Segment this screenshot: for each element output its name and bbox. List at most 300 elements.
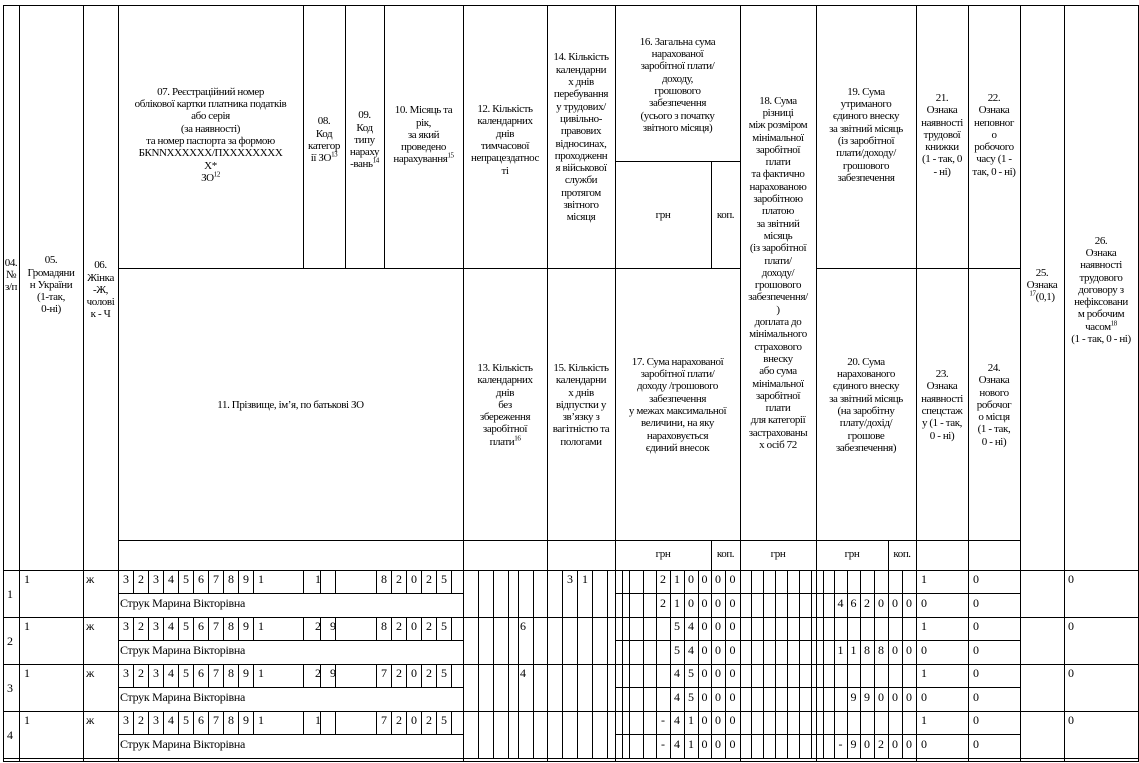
unit-kop-20: коп. [893, 548, 911, 560]
header-col-21: 21. Ознака наявності трудової книжки (1 - так, 0 - ні) [921, 91, 963, 178]
grid-line [533, 711, 534, 759]
year-digit: 2 [396, 666, 402, 680]
grid-line [335, 570, 336, 594]
total16-digit: 5 [674, 619, 680, 633]
grid-line [629, 711, 630, 759]
unit-grn-18: грн [770, 548, 786, 560]
grid-line [751, 570, 752, 618]
header-col-20: 20. Сума нарахованого єдиного внеску за звітний місяць (на заробітну плату/дохід/ грошове забезпечення) [829, 355, 903, 454]
flag21-value: 1 [921, 713, 927, 727]
grid-line [787, 570, 788, 618]
grid-line [775, 617, 776, 665]
accrued20-digit: - [838, 737, 843, 751]
flag24-value: 0 [973, 643, 979, 657]
tax-code-digit: 7 [213, 572, 219, 586]
header-col-05: 05. Громадяни н України (1-так, 0-ні) [27, 254, 75, 316]
total16-digit: 0 [729, 619, 736, 633]
grid-line [83, 5, 84, 762]
grid-line [118, 593, 464, 594]
grid-line [3, 758, 1139, 759]
tax-code-digit: 2 [138, 666, 144, 680]
limit17-digit: 1 [688, 737, 694, 751]
grid-line [799, 664, 800, 712]
grid-line [811, 664, 812, 712]
total16-digit: 0 [701, 572, 708, 586]
grid-line [847, 617, 848, 665]
flag24-value: 0 [973, 690, 979, 704]
grid-line [3, 664, 1139, 665]
grid-line [508, 617, 509, 665]
unit-kop-16: коп. [716, 209, 735, 221]
accrued20-digit: 0 [906, 596, 912, 610]
grid-line [629, 617, 630, 665]
total16-digit: 5 [688, 666, 694, 680]
accrued20-digit: 6 [850, 596, 857, 610]
grid-line [478, 617, 479, 665]
grid-line [508, 570, 509, 618]
grid-line [577, 617, 578, 665]
year-digit: 2 [426, 619, 432, 633]
flag21-value: 1 [921, 619, 927, 633]
grid-line [615, 640, 1021, 641]
gender-value: ж [86, 572, 94, 586]
tax-code-digit: 6 [198, 572, 204, 586]
grid-line [823, 570, 824, 618]
header-col-13: 13. Кількість календарних днів без збереження заробітної плати$^{16}$ [477, 361, 533, 448]
grid-line [888, 711, 889, 759]
tax-code-digit: 3 [153, 666, 159, 680]
flag21-value: 1 [921, 572, 927, 586]
grid-line [592, 617, 593, 665]
grid-line [751, 664, 752, 712]
total16-digit: 0 [715, 572, 721, 586]
tax-code-digit: 4 [168, 572, 174, 586]
grid-line [3, 711, 1139, 712]
category-value: 2 [315, 619, 321, 633]
limit17-digit: 0 [688, 596, 694, 610]
year-digit: 5 [441, 713, 447, 727]
header-col-23: 23. Ознака наявності спецстаж у (1 - так, 0 - ні) [921, 368, 963, 442]
row-number: 2 [7, 634, 13, 648]
grid-line [303, 617, 304, 641]
tax-code-digit: 3 [123, 572, 129, 586]
total16-digit: 1 [688, 713, 694, 727]
grid-line [118, 687, 464, 688]
limit17-digit: 4 [688, 643, 694, 657]
header-col-24: 24. Ознака нового робочог о місця (1 - так, 0 - ні) [976, 361, 1012, 448]
grid-line [118, 640, 464, 641]
tax-code-digit: 7 [213, 666, 219, 680]
grid-line [902, 711, 903, 759]
tax-code-digit: 5 [183, 713, 189, 727]
year-digit: 2 [396, 713, 402, 727]
grid-line [643, 664, 644, 712]
grid-line [592, 570, 593, 618]
grid-line [751, 617, 752, 665]
header-col-16: 16. Загальна сума нарахованої заробітної плати/ доходу, грошового забезпечення (усього з початку звітного місяця) [639, 35, 716, 134]
grid-line [902, 617, 903, 665]
full-name: Струк Марина Вікторівна [120, 737, 246, 751]
header-col-12: 12. Кількість календарних днів тимчасової непрацездатнос ті [470, 103, 540, 177]
limit17-digit: 4 [674, 690, 680, 704]
grid-line [656, 664, 657, 712]
grid-line [860, 570, 861, 618]
grid-line [847, 711, 848, 759]
grid-line [902, 570, 903, 618]
limit17-digit: 0 [729, 643, 736, 657]
month-value: 8 [381, 619, 387, 633]
grid-line [847, 570, 848, 618]
limit17-digit: 5 [674, 643, 680, 657]
grid-line [860, 664, 861, 712]
grid-line [493, 711, 494, 759]
gender-value: ж [86, 713, 94, 727]
grid-line [508, 711, 509, 759]
type-value: 9 [330, 666, 336, 680]
days12-digit: 4 [520, 666, 526, 680]
header-col-06: 06. Жінка -Ж, чолові к - Ч [86, 259, 115, 321]
citizen-value: 1 [24, 713, 30, 727]
flag23-value: 0 [921, 596, 927, 610]
tax-code-digit: 8 [228, 666, 234, 680]
flag26-value: 0 [1068, 572, 1074, 586]
gender-value: ж [86, 619, 94, 633]
grid-line [622, 664, 623, 712]
header-col-18: 18. Сума різниці між розміром мінімальної заробітної плати та фактично нарахованою заробітною платою за звітний місяць (із заробітної плати/ доходу/ грошового забезпечення/ ) доплата до мінімального страхового внеску або сума мінімальної заробітної плати для категорії застрахованы х осіб 72 [748, 94, 808, 451]
grid-line [493, 664, 494, 712]
header-col-25: 25. Ознака $^{17}$(0,1) [1026, 266, 1058, 304]
accrued20-digit: 0 [892, 643, 898, 657]
grid-line [607, 617, 608, 665]
total16-digit: 0 [688, 572, 694, 586]
grid-line [577, 664, 578, 712]
unit-grn-20: грн [844, 548, 860, 560]
total16-digit: 0 [729, 572, 736, 586]
grid-line [607, 711, 608, 759]
days14-digit: 1 [582, 572, 588, 586]
tax-code-digit: 2 [138, 572, 144, 586]
gender-value: ж [86, 666, 94, 680]
flag24-value: 0 [973, 737, 979, 751]
grid-line [533, 570, 534, 618]
accrued20-digit: 0 [878, 596, 884, 610]
grid-line [562, 664, 563, 712]
grid-line [118, 734, 464, 735]
flag22-value: 0 [973, 619, 979, 633]
grid-line [823, 664, 824, 712]
total16-digit: 0 [729, 713, 736, 727]
grid-line [592, 664, 593, 712]
tax-code-digit: 6 [198, 619, 204, 633]
grid-line [775, 570, 776, 618]
grid-line [763, 711, 764, 759]
total16-digit: 0 [701, 713, 708, 727]
flag23-value: 0 [921, 643, 927, 657]
header-col-09: 09. Код типу нараху -вань$^{14}$ [349, 109, 380, 171]
grid-line [787, 664, 788, 712]
grid-line [607, 664, 608, 712]
year-digit: 2 [426, 666, 432, 680]
grid-line [847, 664, 848, 712]
category-value: 2 [315, 666, 321, 680]
grid-line [518, 570, 519, 618]
tax-code-digit: 8 [228, 619, 234, 633]
grid-line [622, 617, 623, 665]
tax-code-digit: 8 [228, 713, 234, 727]
grid-line [451, 570, 452, 594]
tax-code-digit: 2 [138, 619, 144, 633]
grid-line [823, 617, 824, 665]
limit17-digit: 5 [688, 690, 694, 704]
accrued20-digit: 0 [906, 690, 912, 704]
grid-line [860, 617, 861, 665]
accrued20-digit: 1 [837, 643, 844, 657]
year-digit: 2 [396, 619, 402, 633]
accrued20-digit: 8 [864, 643, 870, 657]
unit-grn-16: грн [655, 209, 671, 221]
citizen-value: 1 [24, 619, 30, 633]
accrued20-digit: 0 [892, 596, 898, 610]
total16-digit: 0 [701, 619, 708, 633]
citizen-value: 1 [24, 572, 30, 586]
grid-line [799, 617, 800, 665]
citizen-value: 1 [24, 666, 30, 680]
accrued20-digit: 0 [892, 690, 898, 704]
grid-line [888, 664, 889, 712]
grid-line [1064, 5, 1065, 762]
grid-line [615, 161, 741, 162]
grid-line [888, 570, 889, 618]
year-digit: 2 [426, 572, 432, 586]
grid-line [493, 617, 494, 665]
grid-line [834, 570, 835, 618]
limit17-digit: 0 [729, 596, 736, 610]
grid-line [607, 570, 608, 618]
grid-line [643, 570, 644, 618]
tax-code-digit: 1 [258, 713, 264, 727]
tax-code-digit: 9 [243, 572, 249, 586]
limit17-digit: 0 [701, 737, 708, 751]
flag26-value: 0 [1068, 666, 1074, 680]
grid-line [874, 617, 875, 665]
grid-line [823, 711, 824, 759]
grid-line [303, 570, 304, 594]
grid-line [1020, 5, 1021, 762]
header-col-15: 15. Кількість календарни х днів відпустки у зв’язку з вагітністю та пологами [552, 361, 610, 448]
grid-line [775, 664, 776, 712]
grid-line [303, 664, 304, 688]
row-number: 4 [7, 728, 13, 742]
days14-digit: 3 [567, 572, 573, 586]
grid-line [799, 570, 800, 618]
grid-line [451, 617, 452, 641]
accrued20-digit: 9 [850, 690, 857, 704]
grid-line [118, 268, 464, 269]
tax-code-digit: 1 [258, 666, 264, 680]
grid-line [518, 711, 519, 759]
grid-line [303, 711, 304, 735]
year-digit: 2 [396, 572, 402, 586]
row-number: 1 [7, 587, 13, 601]
category-value: 1 [315, 713, 321, 727]
tax-code-digit: 2 [138, 713, 144, 727]
accrued20-digit: 0 [892, 737, 898, 751]
total16-digit: 1 [674, 572, 680, 586]
accrued20-digit: 9 [850, 737, 857, 751]
tax-code-digit: 9 [243, 713, 249, 727]
grid-line [775, 711, 776, 759]
grid-line [615, 687, 1021, 688]
tax-code-digit: 4 [168, 713, 174, 727]
total16-digit: 4 [688, 619, 694, 633]
tax-code-digit: 5 [183, 619, 189, 633]
tax-code-digit: 8 [228, 572, 234, 586]
year-digit: 0 [411, 572, 417, 586]
accrued20-digit: 8 [878, 643, 884, 657]
accrued20-digit: 1 [850, 643, 857, 657]
tax-code-digit: 5 [183, 572, 189, 586]
header-col-08: 08. Код категор ії ЗО$^{13}$ [308, 115, 340, 165]
limit17-digit: 4 [674, 737, 680, 751]
grid-line [811, 617, 812, 665]
grid-line [787, 711, 788, 759]
total16-digit: 0 [701, 666, 708, 680]
accrued20-digit: 2 [864, 596, 870, 610]
total16-digit: 0 [729, 666, 736, 680]
header-col-22: 22. Ознака неповног о робочого часу (1 - так, 0 - ні) [972, 91, 1016, 178]
accrued20-digit: 0 [864, 737, 870, 751]
year-digit: 0 [411, 713, 417, 727]
days12-digit: 6 [520, 619, 526, 633]
year-digit: 5 [441, 572, 447, 586]
limit17-digit: 0 [715, 690, 721, 704]
total16-digit: - [661, 713, 665, 727]
grid-line [834, 664, 835, 712]
flag22-value: 0 [973, 572, 979, 586]
limit17-digit: - [661, 737, 665, 751]
grid-line [811, 711, 812, 759]
tax-code-digit: 1 [258, 619, 264, 633]
accrued20-digit: 0 [878, 690, 884, 704]
full-name: Струк Марина Вікторівна [120, 596, 246, 610]
header-col-10: 10. Місяць та рік, за який проведено нарахування$^{15}$ [393, 104, 454, 166]
tax-code-digit: 3 [123, 713, 129, 727]
grid-line [533, 617, 534, 665]
grid-line [763, 617, 764, 665]
tax-code-digit: 5 [183, 666, 189, 680]
flag22-value: 0 [973, 666, 979, 680]
limit17-digit: 0 [701, 643, 708, 657]
grid-line [3, 617, 1139, 618]
grid-line [834, 711, 835, 759]
month-value: 7 [381, 666, 387, 680]
grid-line [463, 268, 548, 269]
tax-code-digit: 3 [123, 619, 129, 633]
year-digit: 5 [441, 619, 447, 633]
limit17-digit: 1 [674, 596, 680, 610]
tax-code-digit: 4 [168, 666, 174, 680]
grid-line [751, 711, 752, 759]
row-number: 3 [7, 681, 13, 695]
tax-code-digit: 3 [153, 572, 159, 586]
grid-line [860, 711, 861, 759]
type-value: 9 [330, 619, 336, 633]
grid-line [478, 570, 479, 618]
grid-line [629, 570, 630, 618]
grid-line [508, 664, 509, 712]
header-col-17: 17. Сума нарахованої заробітної плати/ доходу /грошового забезпечення у межах максимальної величини, на яку нараховується єдиний внесок [628, 355, 727, 454]
flag24-value: 0 [973, 596, 979, 610]
grid-line [19, 5, 20, 762]
month-value: 7 [381, 713, 387, 727]
grid-line [643, 617, 644, 665]
total16-digit: 4 [674, 713, 680, 727]
tax-code-digit: 3 [123, 666, 129, 680]
accrued20-digit: 2 [878, 737, 884, 751]
limit17-digit: 0 [729, 690, 736, 704]
limit17-digit: 0 [715, 596, 721, 610]
grid-line [643, 711, 644, 759]
year-digit: 0 [411, 666, 417, 680]
tax-code-digit: 4 [168, 619, 174, 633]
year-digit: 0 [411, 619, 417, 633]
grid-line [592, 711, 593, 759]
grid-line [629, 664, 630, 712]
tax-code-digit: 7 [213, 713, 219, 727]
limit17-digit: 0 [701, 690, 708, 704]
limit17-digit: 0 [715, 737, 721, 751]
grid-line [493, 570, 494, 618]
unit-kop-17: коп. [716, 548, 735, 560]
accrued20-digit: 9 [864, 690, 870, 704]
grid-line [478, 711, 479, 759]
header-col-11: 11. Прізвище, ім’я, по батькові ЗО [217, 398, 364, 411]
grid-line [562, 617, 563, 665]
grid-line [816, 268, 1021, 269]
tax-code-digit: 7 [213, 619, 219, 633]
tax-code-digit: 9 [243, 619, 249, 633]
header-col-07: 07. Реєстраційний номер облікової картки платника податків або серія (за наявності) та номер паспорта за формою БКNNXXXXXX/ПXXXXXXXX X* ЗО$^{12}$ [134, 85, 287, 184]
accrued20-digit: 0 [906, 643, 912, 657]
total16-digit: 0 [715, 713, 721, 727]
header-col-04: 04. № з/п [4, 256, 18, 294]
grid-line [763, 664, 764, 712]
grid-line [577, 711, 578, 759]
tax-code-digit: 3 [153, 619, 159, 633]
grid-line [787, 617, 788, 665]
grid-line [335, 711, 336, 735]
flag21-value: 1 [921, 666, 927, 680]
flag26-value: 0 [1068, 619, 1074, 633]
tax-code-digit: 6 [198, 713, 204, 727]
grid-line [451, 664, 452, 688]
grid-line [902, 664, 903, 712]
unit-grn-17: грн [655, 548, 671, 560]
flag26-value: 0 [1068, 713, 1074, 727]
header-col-14: 14. Кількість календарни х днів перебування у трудових/ цивільно- правових відносинах, проходженн я військової служби протягом звітного місяця [553, 51, 609, 224]
accrued20-digit: 4 [837, 596, 844, 610]
full-name: Струк Марина Вікторівна [120, 643, 246, 657]
tax-code-digit: 3 [153, 713, 159, 727]
flag23-value: 0 [921, 690, 927, 704]
grid-line [118, 540, 1021, 541]
header-col-19: 19. Сума утриманого єдиного внеску за звітний місяць (із заробітної плати/доходу/ грошового забезпечення [829, 85, 903, 184]
grid-line [834, 617, 835, 665]
grid-line [874, 570, 875, 618]
grid-line [874, 664, 875, 712]
total16-digit: 4 [674, 666, 680, 680]
grid-line [451, 711, 452, 735]
